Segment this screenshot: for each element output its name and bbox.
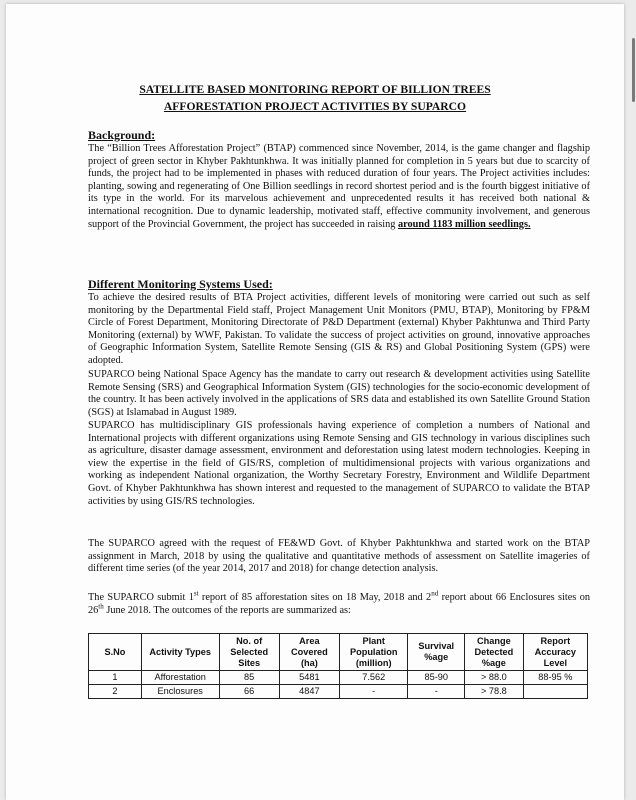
table-cell: 85-90 xyxy=(408,671,465,685)
header-survival: Survival %age xyxy=(408,634,465,671)
table-header-row xyxy=(89,634,588,671)
table-cell: - xyxy=(408,685,465,699)
table-cell: 7.562 xyxy=(339,671,408,685)
header-sno: S.No xyxy=(89,634,142,671)
background-text: The “Billion Trees Afforestation Project” (BTAP) commenced since November, 2014, is the game changer and flagship project of green sector in Khyber Pakhtunkhwa. It was initially planned for completion in 5 years but due to scarcity of funds, the project had to be implemented in phases with reduced duration of four years. The Project activities includes: planting, sowing and regenerating of One Billion seedlings in record shortest period and is the fourth biggest initiative of its type in the world. For its marvelous achievement and unprecedented results it has received both national & international recognition. Due to dynamic leadership, motivated staff, effective community involvement, and generous support of the Provincial Government, the project has succeeded in raising xyxy=(88,143,590,230)
header-activity-types: Activity Types xyxy=(141,634,219,671)
table-row xyxy=(89,671,588,685)
report-title-line-2: AFFORESTATION PROJECT ACTIVITIES BY SUPARCO xyxy=(163,100,467,113)
table-cell: 2 xyxy=(89,685,142,699)
table-cell: - xyxy=(339,685,408,699)
results-table xyxy=(88,633,588,699)
table-cell: > 78.8 xyxy=(465,685,524,699)
table-cell: Afforestation xyxy=(141,671,219,685)
table-cell: > 88.0 xyxy=(465,671,524,685)
header-change-detected: Change Detected %age xyxy=(465,634,524,671)
monitoring-heading: Different Monitoring Systems Used: xyxy=(88,277,273,291)
background-paragraph xyxy=(88,143,590,231)
monitoring-paragraph-5: The SUPARCO submit 1st report of 85 afforestation sites on 18 May, 2018 and 2nd report about 66 Enclosures sites on 26th June 2018. The outcomes of the reports are summarized as: xyxy=(88,589,590,616)
table-cell: 1 xyxy=(89,671,142,685)
header-selected-sites: No. of Selected Sites xyxy=(219,634,279,671)
table-row xyxy=(89,685,588,699)
table-cell xyxy=(523,685,587,699)
table-cell: 66 xyxy=(219,685,279,699)
document-page xyxy=(6,4,624,800)
background-heading: Background: xyxy=(88,128,156,142)
monitoring-paragraph-1: To achieve the desired results of BTA Project activities, different levels of monitoring were carried out such as self monitoring by the Departmental Field staff, Project Management Unit Monitors (PMU, BTAP), Monitoring by FP&M Circle of Forest Department, Monitoring Directorate of P&D Department (external) Khyber Pakhtunwa and Third Party Monitoring (external) by WWF, Pakistan. To validate the success of project activities on ground, innovative approaches of Geographic Information System, Satellite Remote Sensing (GIS & RS) and Global Positioning System (GPS) were adopted. xyxy=(88,292,590,366)
header-report-accuracy: Report Accuracy Level xyxy=(523,634,587,671)
table-cell: 88-95 % xyxy=(523,671,587,685)
header-plant-population: Plant Population (million) xyxy=(339,634,408,671)
report-title-line-1: SATELLITE BASED MONITORING REPORT OF BILLION TREES xyxy=(139,83,491,96)
table-cell: 85 xyxy=(219,671,279,685)
monitoring-paragraph-3: SUPARCO has multidisciplinary GIS professionals having experience of completion a numbers of National and International projects with different organizations using Remote Sensing and GIS technology in various disciplines such as agriculture, disaster damage assessment, environment and deforestation using latest modern technologies. Keeping in view the expertise in the field of GIS/RS, completion of multidimensional projects with various organizations and working as independent National organization, the Worthy Secretary Forestry, Environment and Wildlife Department Govt. of Khyber Pakhtunkhwa has shown interest and requested to the management of SUPARCO to validate the BTAP activities by using GIS/RS technologies. xyxy=(88,420,590,507)
report-title xyxy=(6,81,624,115)
table-cell: Enclosures xyxy=(141,685,219,699)
table-cell: 5481 xyxy=(279,671,339,685)
header-area-covered: Area Covered (ha) xyxy=(279,634,339,671)
table-cell: 4847 xyxy=(279,685,339,699)
seedlings-highlight: around 1183 million seedlings. xyxy=(397,218,531,230)
scrollbar-thumb[interactable] xyxy=(632,38,635,102)
monitoring-paragraph-2: SUPARCO being National Space Agency has the mandate to carry out research & development activities using Satellite Remote Sensing (SRS) and Geographical Information System (GIS) technologies for the socio-economic development of the country. It has been actively involved in the applications of SRS data and established its own Satellite Ground Station (SGS) at Islamabad in August 1989. xyxy=(88,369,590,418)
monitoring-paragraph-4: The SUPARCO agreed with the request of FE&WD Govt. of Khyber Pakhtunkhwa and started work on the BTAP assignment in March, 2018 by using the qualitative and quantitative methods of assessment on Satellite imageries of different time series (of the year 2014, 2017 and 2018) for change detection analysis. xyxy=(88,538,590,575)
